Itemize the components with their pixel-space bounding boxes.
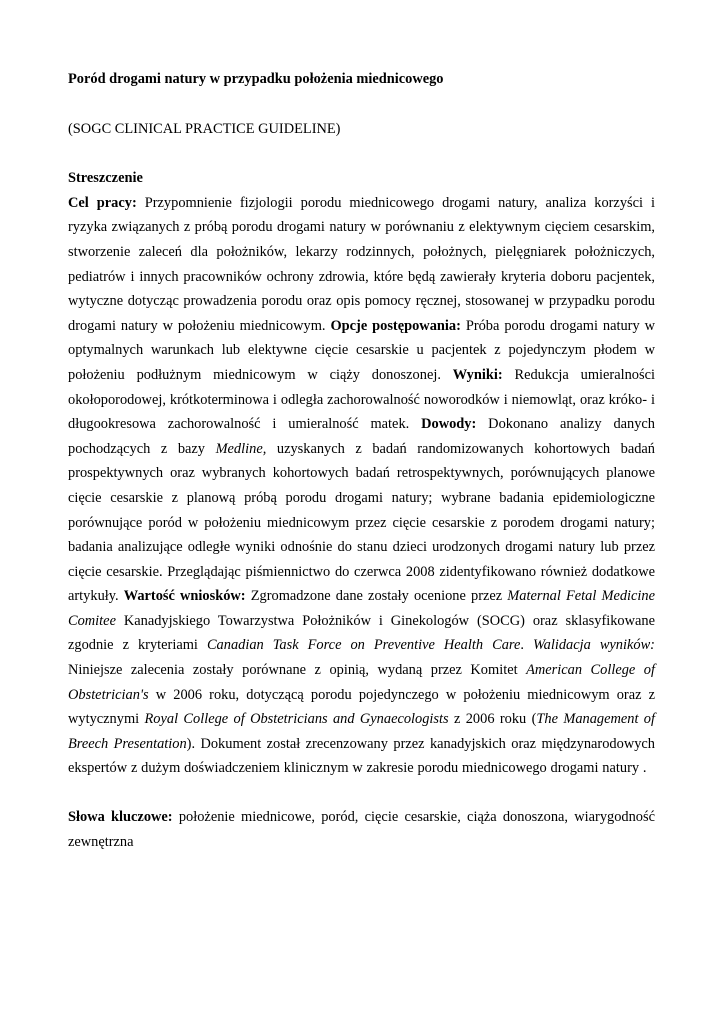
section-heading-abstract: Streszczenie xyxy=(68,170,143,187)
abstract-paragraph xyxy=(68,191,655,781)
validation-rcog: Royal College of Obstetricians and Gynaecologists xyxy=(144,711,449,728)
evidence-medline: Medline, xyxy=(215,440,267,457)
values-text-3: . xyxy=(520,637,533,654)
validation-label: Walidacja wyników: xyxy=(532,637,655,654)
validation-acog: American College of Obstetrician's xyxy=(68,662,655,703)
validation-doc: The Management of Breech Presentation xyxy=(68,711,656,752)
validation-text-2: w 2006 roku, dotyczącą porodu pojedynczego w położeniu miednicowym oraz z wytycznymi xyxy=(68,686,655,728)
evidence-text-1: Dokonano analizy danych pochodzących z bazy xyxy=(68,416,655,457)
validation-text-1: Niniejsze zalecenia zostały porównane z opinią, wydaną przez Komitet xyxy=(68,662,527,679)
values-label: Wartość wniosków: xyxy=(123,588,246,605)
evidence-text-2: uzyskanych z badań randomizowanych kohortowych badań prospektywnych oraz wybranych kohortowych badań retrospektywnych, porównujących planowe cięcie cesarskie z planową próbą porodu drogami natury; wybrane badania epidemiologiczne porównujące poród w położeniu miednicowym przez cięcie cesarskie z porodem drogami natury; badania analizujące odległe wyniki odnośnie do stanu dzieci urodzonych drogami natury lub przez cięcie cesarskie. Przeglądając piśmiennictwo do czerwca 2008 zidentyfikowano również dodatkowe artykuły. xyxy=(68,440,655,605)
values-text-1: Zgromadzone dane zostały ocenione przez xyxy=(245,588,508,605)
keywords-paragraph xyxy=(68,805,655,854)
document-title: Poród drogami natury w przypadku położenia miednicowego xyxy=(68,71,444,87)
values-task-force: Canadian Task Force on Preventive Health Care xyxy=(206,637,521,654)
options-text: Próba porodu drogami natury w optymalnych warunkach lub elektywne cięcie cesarskie u pacjentek z pojedynczym płodem w położeniu podłużnym miednicowym w ciąży donoszonej. xyxy=(68,317,655,383)
values-committee: Maternal Fetal Medicine Comitee xyxy=(68,588,656,629)
validation-text-3: z 2006 roku ( xyxy=(448,711,537,728)
outcomes-text: Redukcja umieralności okołoporodowej, krótkoterminowa i odległa zachorowalność noworodków i niemowląt, oraz króko- i długookresowa zachorowalność i umieralność matek. xyxy=(68,366,655,433)
keywords-text: położenie miednicowe, poród, cięcie cesarskie, ciąża donoszona, wiarygodność zewnętrzna xyxy=(68,809,655,850)
keywords-label: Słowa kluczowe: xyxy=(68,809,173,826)
document-page xyxy=(68,67,655,854)
objective-text: Przypomnienie fizjologii porodu miednicowego drogami natury, analiza korzyści i ryzyka związanych z próbą porodu drogami natury w porównaniu z elektywnym cięciem cesarskim, stworzenie zaleceń dla położników, lekarzy rodzinnych, położnych, pielęgniarek położniczych, pediatrów i innych pracowników ochrony zdrowia, które będą zawierały kryteria doboru pacjentek, wytyczne dotycząc prowadzenia porodu oraz opis pomocy ręcznej, stosowanej w przypadku porodu drogami natury w położeniu miednicowym. xyxy=(68,194,655,334)
document-subtitle: (SOGC CLINICAL PRACTICE GUIDELINE) xyxy=(68,120,341,137)
options-label: Opcje postępowania: xyxy=(330,317,461,334)
evidence-label: Dowody: xyxy=(421,416,477,433)
values-text-2: Kanadyjskiego Towarzystwa Położników i Ginekologów (SOCG) oraz sklasyfikowane zgodnie z kryteriami xyxy=(68,612,655,654)
objective-label: Cel pracy: xyxy=(68,194,137,211)
validation-text-4: ). Dokument został zrecenzowany przez kanadyjskich oraz międzynarodowych ekspertów z dużym doświadczeniem klinicznym w zakresie porodu miednicowego drogami natury . xyxy=(68,735,655,777)
outcomes-label: Wyniki: xyxy=(452,366,503,383)
